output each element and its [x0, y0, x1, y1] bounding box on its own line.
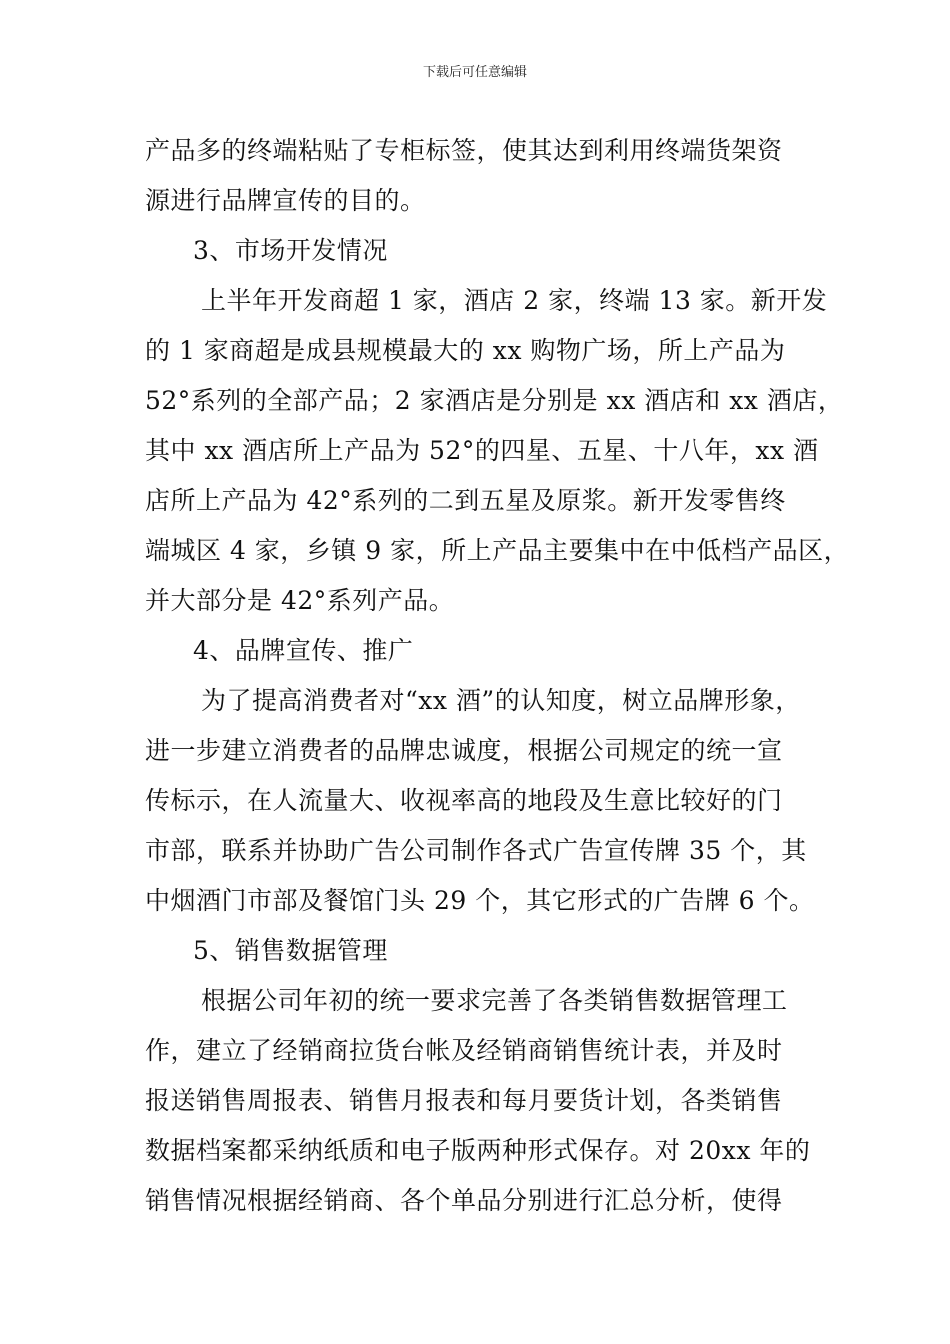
text-line: 52°系列的全部产品；2 家酒店是分别是 xx 酒店和 xx 酒店， — [145, 386, 844, 415]
text-line: 市部，联系并协助广告公司制作各式广告宣传牌 35 个，其 — [145, 836, 807, 865]
text-line: 的 1 家商超是成县规模最大的 xx 购物广场，所上产品为 — [145, 336, 786, 365]
text-line: 源进行品牌宣传的目的。 — [145, 186, 426, 215]
text-line: 传标示，在人流量大、收视率高的地段及生意比较好的门 — [145, 786, 783, 815]
text-line: 报送销售周报表、销售月报表和每月要货计划，各类销售 — [145, 1086, 783, 1115]
text-line: 其中 xx 酒店所上产品为 52°的四星、五星、十八年，xx 酒 — [145, 436, 819, 465]
page-header: 下载后可任意编辑 — [422, 65, 527, 80]
text-line: 中烟酒门市部及餐馆门头 29 个，其它形式的广告牌 6 个。 — [145, 886, 815, 915]
text-line: 作，建立了经销商拉货台帐及经销商销售统计表，并及时 — [145, 1036, 783, 1065]
text-line: 进一步建立消费者的品牌忠诚度，根据公司规定的统一宣 — [145, 736, 783, 765]
text-line: 销售情况根据经销商、各个单品分别进行汇总分析，使得 — [145, 1186, 783, 1215]
section-heading-market-development: 3、市场开发情况 — [193, 236, 388, 265]
text-line: 根据公司年初的统一要求完善了各类销售数据管理工 — [201, 986, 788, 1015]
section-heading-sales-data: 5、销售数据管理 — [193, 936, 388, 965]
text-line: 为了提高消费者对“xx 酒”的认知度，树立品牌形象， — [201, 686, 801, 715]
section-heading-brand-promotion: 4、品牌宣传、推广 — [193, 636, 414, 665]
text-line: 端城区 4 家，乡镇 9 家，所上产品主要集中在中低档产品区， — [145, 536, 850, 565]
text-line: 上半年开发商超 1 家，酒店 2 家，终端 13 家。新开发 — [201, 286, 828, 315]
text-line: 产品多的终端粘贴了专柜标签，使其达到利用终端货架资 — [145, 136, 783, 165]
text-line: 数据档案都采纳纸质和电子版两种形式保存。对 20xx 年的 — [145, 1136, 811, 1165]
text-line: 并大部分是 42°系列产品。 — [145, 586, 455, 615]
text-line: 店所上产品为 42°系列的二到五星及原浆。新开发零售终 — [145, 486, 786, 515]
document-body — [145, 126, 850, 1226]
